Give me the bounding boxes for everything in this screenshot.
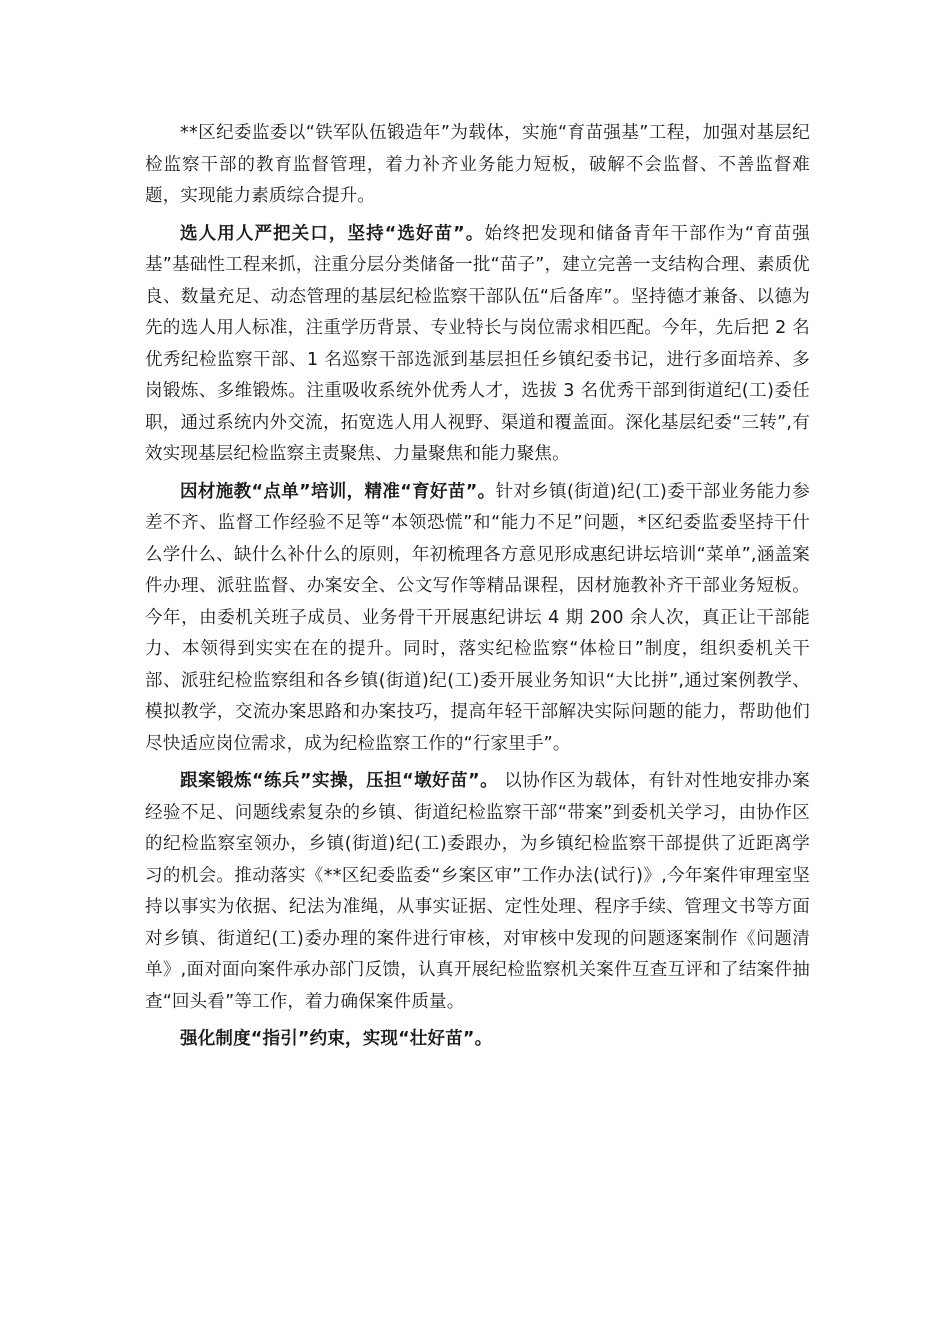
paragraph-case-practice [145, 766, 810, 1018]
paragraph-intro-text: **区纪委监委以“铁军队伍锻造年”为载体，实施“育苗强基”工程，加强对基层纪检监察干部的教育监督管理，着力补齐业务能力短板，破解不会监督、不善监督难题，实现能力素质综合提升。 [145, 123, 810, 206]
paragraph-training [145, 477, 810, 761]
paragraph-institution [145, 1024, 810, 1056]
paragraph-select-talent-heading: 选人用人严把关口，坚持“选好苗”。 [180, 223, 485, 244]
paragraph-select-talent-text: 始终把发现和储备青年干部作为“育苗强基”基础性工程来抓，注重分层分类储备一批“苗子”，建立完善一支结构合理、素质优良、数量充足、动态管理的基层纪检监察干部队伍“后备库”。坚持德才兼备、以德为先的选人用人标准，注重学历背景、专业特长与岗位需求相匹配。今年，先后把 2 名优秀纪检监察干部、1 名巡察干部选派到基层担任乡镇纪委书记，进行多面培养、多岗锻炼、多维锻炼。注重吸收系统外优秀人才，选拔 3 名优秀干部到街道纪(工)委任职，通过系统内外交流，拓宽选人用人视野、渠道和覆盖面。深化基层纪委“三转”,有效实现基层纪检监察主责聚焦、力量聚焦和能力聚焦。 [145, 223, 811, 464]
document-page [145, 118, 810, 1062]
paragraph-case-practice-heading: 跟案锻炼“练兵”实操，压担“墩好苗”。 [180, 771, 499, 791]
paragraph-intro [145, 118, 810, 213]
paragraph-institution-heading: 强化制度“指引”约束，实现“壮好苗”。 [180, 1029, 493, 1049]
paragraph-select-talent [145, 219, 810, 471]
paragraph-training-text: 针对乡镇(街道)纪(工)委干部业务能力参差不齐、监督工作经验不足等“本领恐慌”和“能力不足”问题，*区纪委监委坚持干什么学什么、缺什么补什么的原则，年初梳理各方意见形成惠纪讲坛培训“菜单”,涵盖案件办理、派驻监督、办案安全、公文写作等精品课程，因材施教补齐干部业务短板。今年，由委机关班子成员、业务骨干开展惠纪讲坛 4 期 200 余人次，真正让干部能力、本领得到实实在在的提升。同时，落实纪检监察“体检日”制度，组织委机关干部、派驻纪检监察组和各乡镇(街道)纪(工)委开展业务知识“大比拼”,通过案例教学、模拟教学，交流办案思路和办案技巧，提高年轻干部解决实际问题的能力，帮助他们尽快适应岗位需求，成为纪检监察工作的“行家里手”。 [145, 481, 810, 754]
paragraph-case-practice-text: 以协作区为载体，有针对性地安排办案经验不足、问题线索复杂的乡镇、街道纪检监察干部“带案”到委机关学习，由协作区的纪检监察室领办，乡镇(街道)纪(工)委跟办，为乡镇纪检监察干部提供了近距离学习的机会。推动落实《**区纪委监委“乡案区审”工作办法(试行)》,今年案件审理室坚持以事实为依据、纪法为准绳，从事实证据、定性处理、程序手续、管理文书等方面对乡镇、街道纪(工)委办理的案件进行审核，对审核中发现的问题逐案制作《问题清单》,面对面向案件承办部门反馈，认真开展纪检监察机关案件互查互评和了结案件抽查“回头看”等工作，着力确保案件质量。 [145, 771, 810, 1012]
paragraph-training-heading: 因材施教“点单”培训，精准“育好苗”。 [180, 481, 496, 502]
